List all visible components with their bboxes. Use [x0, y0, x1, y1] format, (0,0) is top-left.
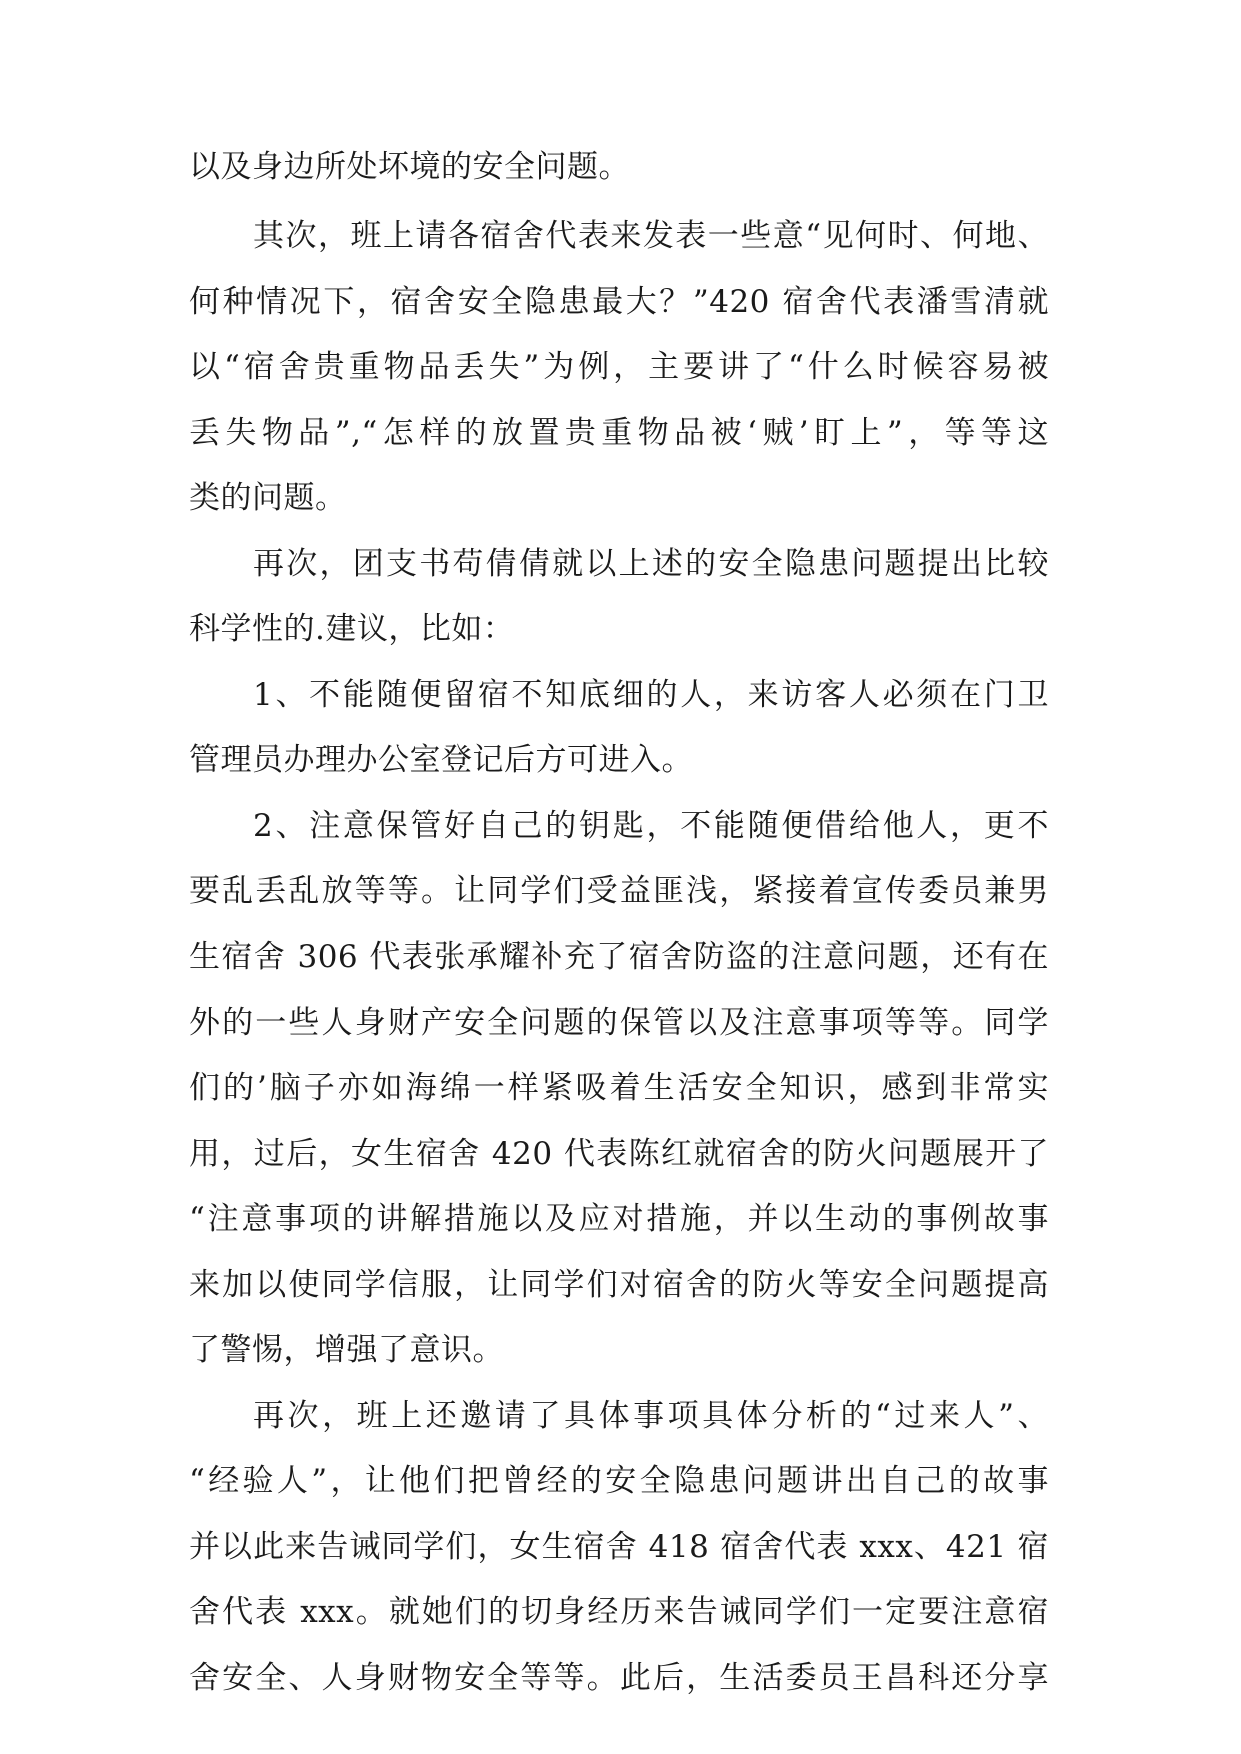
text-line: 其次，班上请各宿舍代表来发表一些意“见何时、何地、 — [253, 218, 1049, 254]
text-line: 管理员办理办公室登记后方可进入。 — [189, 742, 693, 778]
text-line: 舍代表 xxx。就她们的切身经历来告诫同学们一定要注意宿 — [189, 1594, 1049, 1630]
text-line: 了警惕，增强了意识。 — [189, 1332, 504, 1368]
text-line: 要乱丢乱放等等。让同学们受益匪浅，紧接着宣传委员兼男 — [189, 873, 1049, 909]
text-line: 1、不能随便留宿不知底细的人，来访客人必须在门卫 — [253, 677, 1049, 713]
text-line: 再次，团支书苟倩倩就以上述的安全隐患问题提出比较 — [253, 546, 1049, 582]
text-line: “经验人”，让他们把曾经的安全隐患问题讲出自己的故事 — [189, 1463, 1049, 1499]
text-line: 类的问题。 — [189, 480, 347, 516]
text-line: 外的一些人身财产安全问题的保管以及注意事项等等。同学 — [189, 1005, 1049, 1041]
text-line: 并以此来告诫同学们，女生宿舍 418 宿舍代表 xxx、421 宿 — [189, 1529, 1049, 1565]
text-line: 生宿舍 306 代表张承耀补充了宿舍防盗的注意问题，还有在 — [189, 939, 1049, 975]
text-line: 以“宿舍贵重物品丢失”为例，主要讲了“什么时候容易被 — [189, 349, 1049, 385]
text-line: 再次，班上还邀请了具体事项具体分析的“过来人”、 — [253, 1398, 1049, 1434]
text-line: 们的’脑子亦如海绵一样紧吸着生活安全知识，感到非常实 — [189, 1070, 1049, 1106]
text-line: 何种情况下，宿舍安全隐患最大？”420 宿舍代表潘雪清就 — [189, 284, 1049, 320]
text-line: 丢失物品”,“怎样的放置贵重物品被‘贼’盯上”，等等这 — [189, 415, 1049, 451]
text-line: 舍安全、人身财物安全等等。此后，生活委员王昌科还分享 — [189, 1660, 1049, 1696]
text-line: 用，过后，女生宿舍 420 代表陈红就宿舍的防火问题展开了 — [189, 1136, 1049, 1172]
text-line: 来加以使同学信服，让同学们对宿舍的防火等安全问题提高 — [189, 1267, 1049, 1303]
text-line: 以及身边所处坏境的安全问题。 — [189, 149, 630, 185]
text-line: 科学性的.建议，比如： — [189, 611, 515, 647]
text-line: “注意事项的讲解措施以及应对措施，并以生动的事例故事 — [189, 1201, 1049, 1237]
text-line: 2、注意保管好自己的钥匙，不能随便借给他人，更不 — [253, 808, 1049, 844]
